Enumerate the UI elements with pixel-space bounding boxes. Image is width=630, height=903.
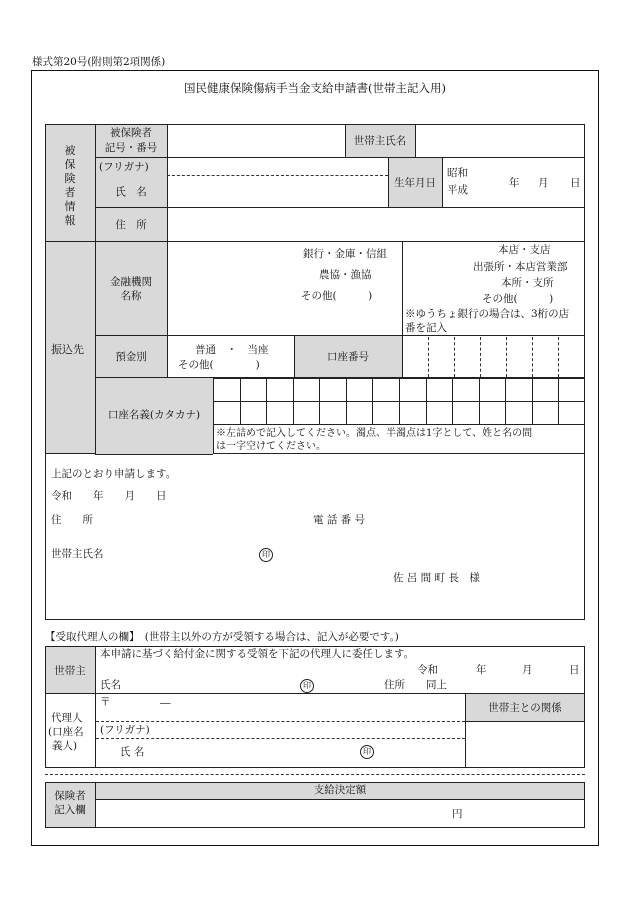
furigana-label: (フリガナ) [99,161,149,173]
kana-grid-row-line [213,401,585,402]
agent-label-3: 義人) [52,740,78,752]
delegation-text: 本申請に基づく給付金に関する受領を下記の代理人に委任します。 [100,648,415,660]
era-showa: 昭和 [447,167,468,179]
agent-furigana-divider [96,738,465,739]
agent-info-field[interactable] [95,694,465,768]
delegation-month: 月 [522,664,533,676]
institution-label-1: 金融機関 [110,276,152,288]
agent-heading: 【受取代理人の欄】 (世帯主以外の方が受領する場合は、記入が必要です。) [45,631,399,643]
deposit-options-1: 普通 ・ 当座 [195,344,269,356]
delegation-address-label: 住所 [384,679,405,691]
relation-label: 世帯主との関係 [488,702,562,714]
institution-label-2: 名称 [120,290,142,302]
furigana-divider [167,175,388,176]
insured-name-label: 氏 名 [115,186,147,198]
branch-4: その他( ) [482,293,554,305]
application-address-label: 住 所 [51,514,93,526]
insured-name-field[interactable] [167,158,388,208]
kana-grid-top-line [213,378,585,379]
amount-label: 支給決定額 [313,784,367,796]
seal-icon: 印 [360,745,374,759]
insurer-label-1: 保険者 [54,790,86,802]
addressee: 佐 呂 間 町 長 様 [393,572,480,584]
branch-2: 出張所・本店営業部 [473,261,568,273]
seal-icon: 印 [300,679,314,693]
account-digit-divider [480,337,481,377]
bank-types-2: 農協・漁協 [319,269,372,281]
birth-label: 生年月日 [394,177,436,189]
kana-note-2: は一字空けてください。 [216,441,326,452]
section-separator [45,774,585,775]
birth-day-label: 日 [570,177,581,189]
account-digit-divider [532,337,533,377]
application-date[interactable]: 令和 年 月 日 [51,490,167,502]
bank-types-1: 銀行・金庫・信組 [303,248,387,260]
deposit-label: 預金別 [115,351,147,363]
agent-name-label: 氏 名 [120,746,145,758]
agent-furigana-label: (フリガナ) [100,724,150,736]
birth-year-label: 年 [509,177,520,189]
yen-label: 円 [452,808,463,820]
account-digit-divider [506,337,507,377]
branch-3: 本所・支所 [501,277,554,289]
institution-label-cell [95,242,167,336]
amount-field[interactable] [95,800,585,828]
kana-note-1: ※左詰めで記入してください。濁点、半濁点は1字として、姓と名の間 [216,428,533,439]
application-head-name-label: 世帯主氏名 [51,548,104,560]
form-number: 様式第20号(附則第2項関係) [32,56,166,68]
agent-label-1: 代理人 [51,712,83,724]
postal-mark-icon: 〒 [100,696,111,708]
head-name-label: 世帯主氏名 [353,135,407,147]
application-phone-label: 電 話 番 号 [313,514,366,526]
deposit-options-2: その他( ) [178,359,260,371]
birth-month-label: 月 [538,177,549,189]
seal-icon: 印 [259,548,273,562]
delegation-era: 令和 [417,664,438,676]
delegation-name-label: 氏名 [100,679,121,691]
insured-number-label-1: 被保険者 [110,127,152,139]
delegation-day: 日 [569,664,580,676]
head-name-field[interactable] [415,124,585,158]
application-statement: 上記のとおり申請します。 [51,468,177,480]
yucho-note-1: ※ゆうちょ銀行の場合は、3桁の店 [405,308,570,320]
branch-1: 本店・支店 [498,244,551,256]
account-number-label: 口座番号 [327,351,369,363]
agent-label-2: (口座名 [48,726,84,738]
agent-postal-divider [96,721,465,722]
form-title: 国民健康保険傷病手当金支給申請書(世帯主記入用) [184,81,446,95]
account-name-label: 口座名義(カタカナ) [107,409,201,421]
postal-dash: ― [160,697,171,709]
account-digit-divider [558,337,559,377]
yucho-note-2: 番を記入 [405,322,447,334]
agent-head-label: 世帯主 [54,665,86,677]
insured-number-field[interactable] [167,124,345,158]
insured-address-label: 住 所 [115,219,147,231]
transfer-section-label: 振込先 [51,343,84,356]
delegation-year: 年 [476,664,487,676]
account-digit-divider [454,337,455,377]
insured-number-label-2: 記号・番号 [104,142,158,154]
insured-address-field[interactable] [167,208,585,242]
relation-field[interactable] [465,722,585,768]
bank-types-3: その他( ) [301,290,373,302]
insured-section-label: 被保険者情報 [64,144,76,227]
era-heisei: 平成 [447,184,468,196]
account-digit-divider [428,337,429,377]
insurer-label-2: 記入欄 [54,804,86,816]
delegation-same-label: 同上 [426,679,447,691]
